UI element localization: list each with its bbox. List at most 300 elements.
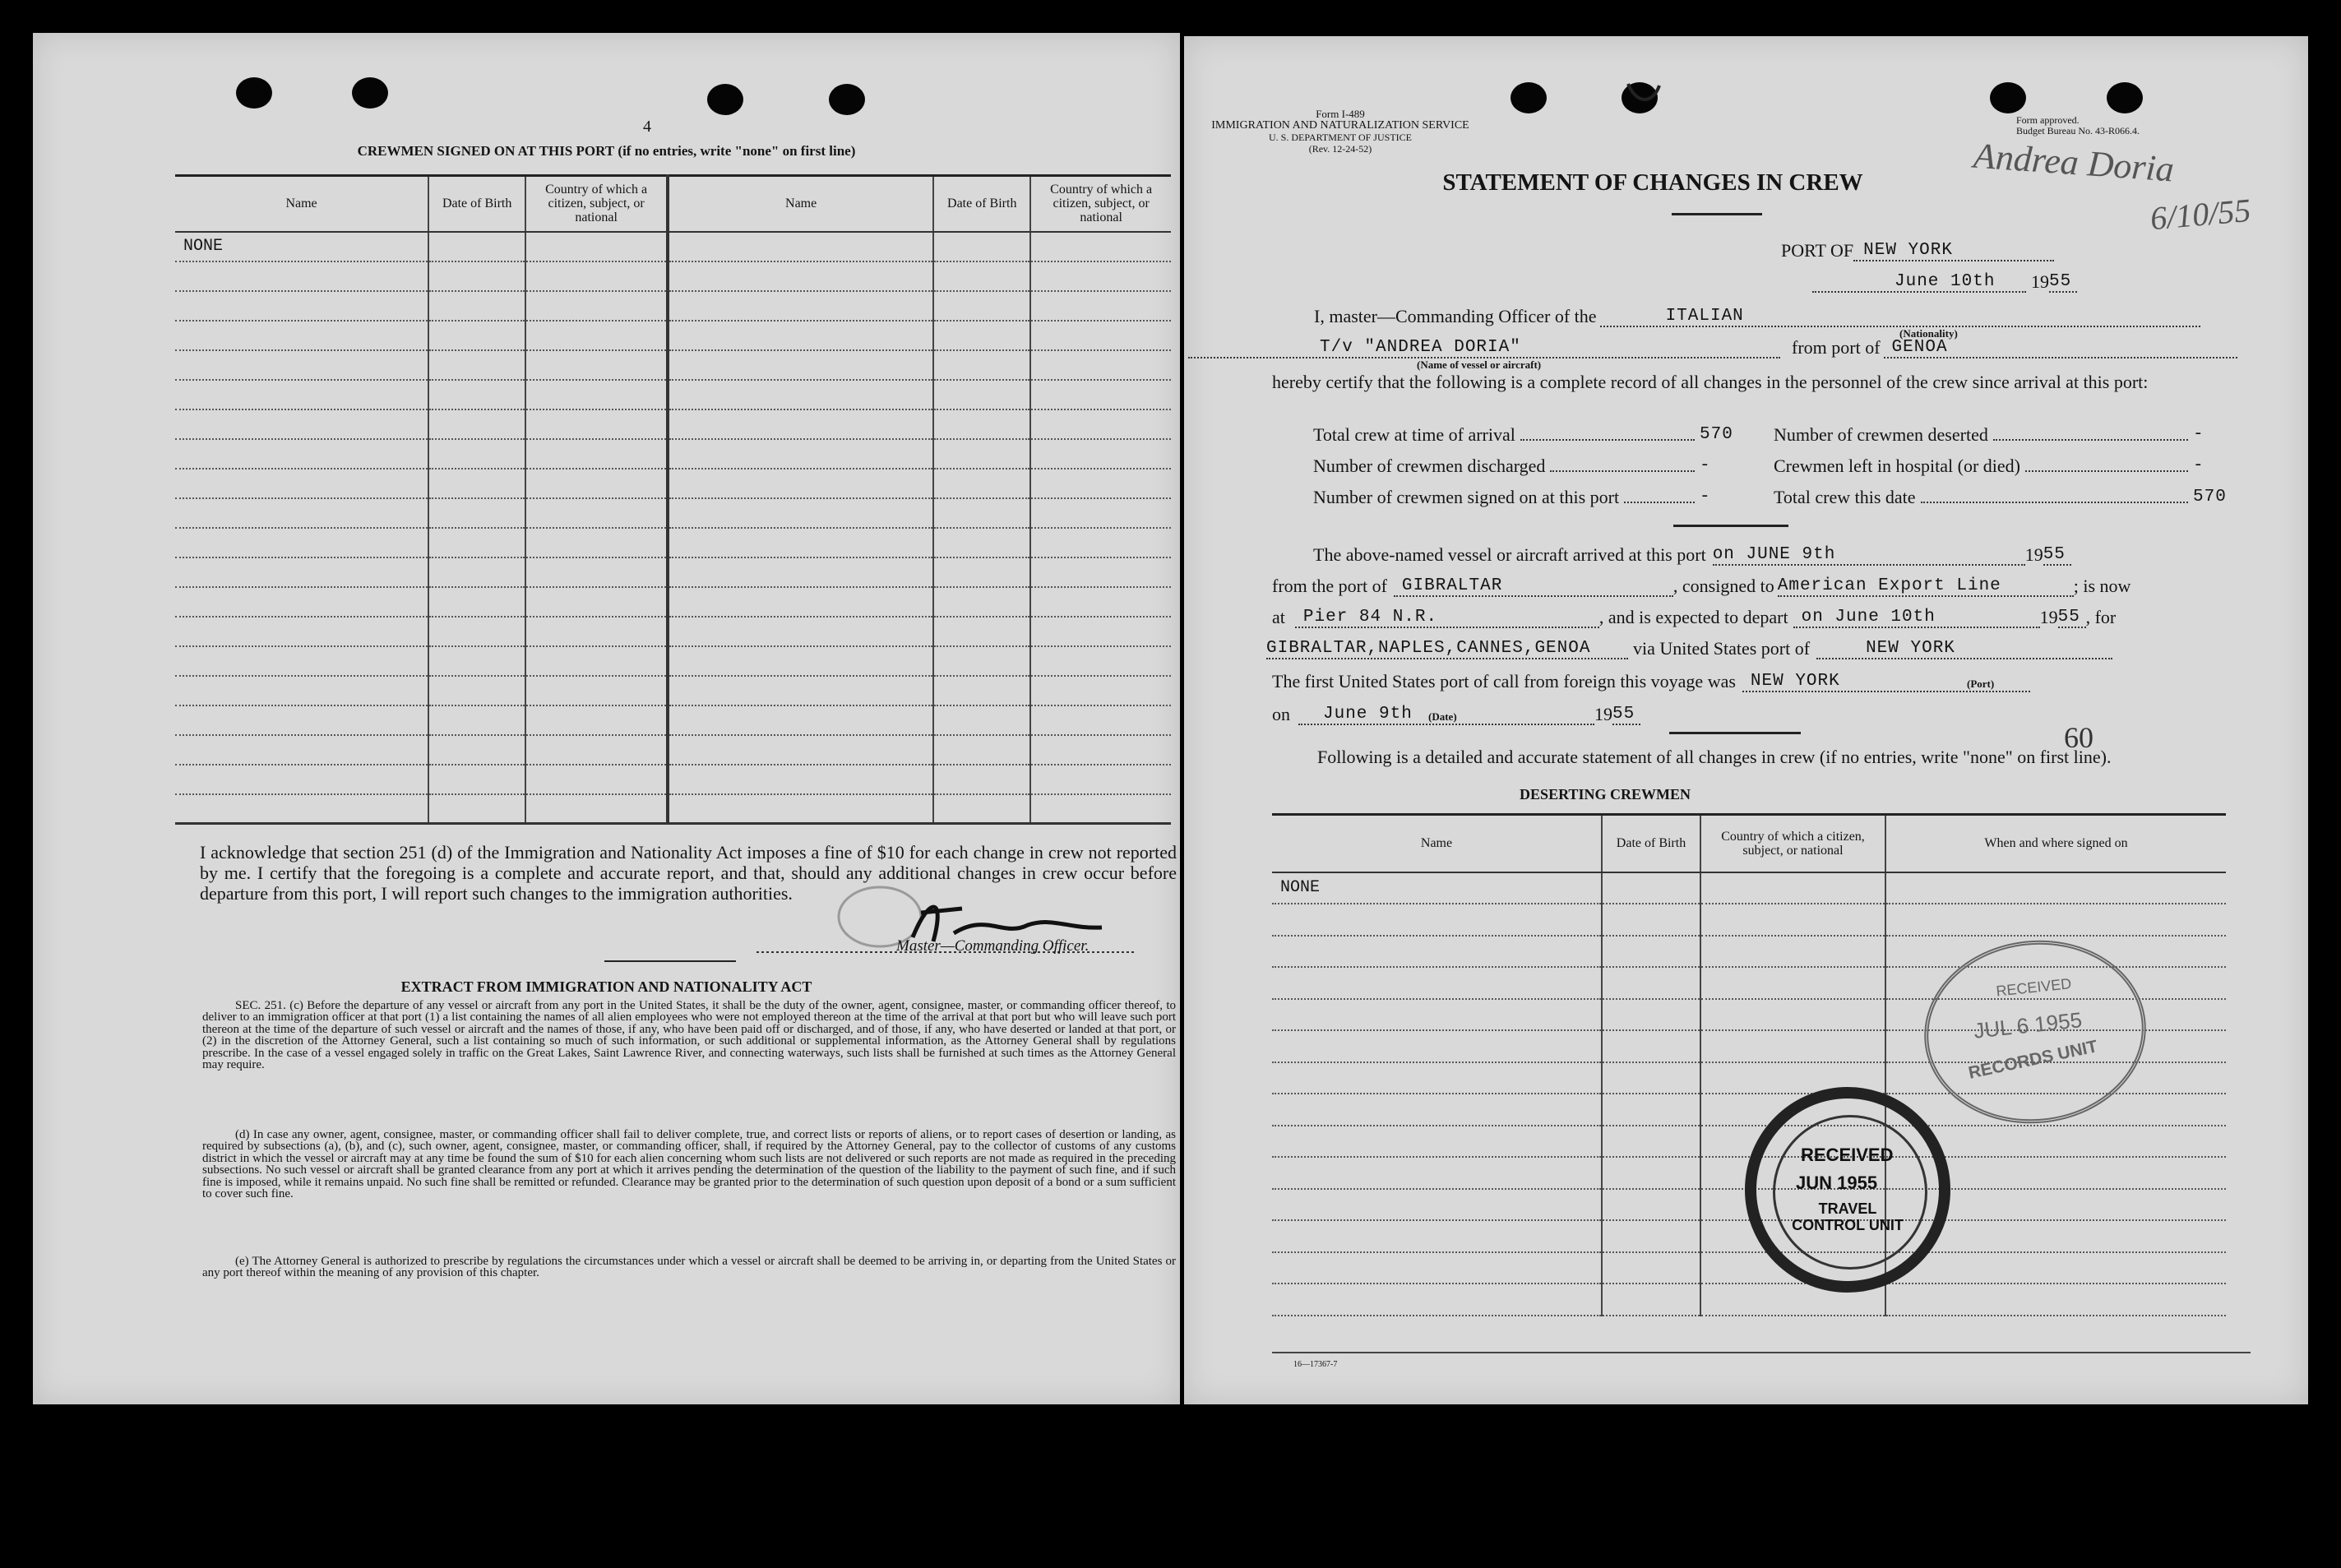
table-cell	[428, 469, 525, 498]
table-cell	[668, 528, 933, 557]
table-cell	[1272, 999, 1602, 1031]
consigned-label: , consigned to	[1672, 576, 1774, 596]
table-cell	[1030, 676, 1171, 705]
stamp-unit: RECORDS UNIT	[1966, 1037, 2099, 1083]
nationality-caption: (Nationality)	[1899, 327, 1958, 340]
table-cell	[175, 321, 428, 350]
table-cell	[428, 321, 525, 350]
table-cell	[175, 528, 428, 557]
table-cell	[668, 676, 933, 705]
table-cell	[1602, 1062, 1700, 1094]
acknowledgement-text: I acknowledge that section 251 (d) of the Immigration and Nationality Act imposes a fine of $10 for each change in crew not reported by me. I certify that the foregoing is a complete and accurate report, and that, should any additional changes in crew occur before departure from this port, I will report such changes to the immigration authorities.	[200, 842, 1177, 904]
table-row	[175, 469, 1171, 498]
deserting-title: DESERTING CREWMEN	[1520, 786, 1691, 803]
column-header: Country of which a citizen, subject, or national	[525, 176, 668, 232]
table-cell	[1272, 1157, 1602, 1189]
section-e-text: (e) The Attorney General is authorized to prescribe by regulations the circumstances under which a vessel or aircraft shall be deemed to be arriving in, or departing from the United States or any port thereof within the meaning of any provision of this chapter.	[202, 1255, 1176, 1280]
table-cell	[428, 439, 525, 469]
table-cell	[1885, 872, 2226, 904]
table-cell	[1272, 1284, 1602, 1316]
table-cell	[1272, 1126, 1602, 1158]
table-cell	[933, 409, 1030, 439]
form-header	[1184, 109, 1497, 155]
table-cell	[175, 261, 428, 291]
punch-hole	[1511, 82, 1547, 113]
arrived-value: on JUNE 9th	[1713, 545, 2025, 566]
table-cell	[668, 587, 933, 617]
port-value: NEW YORK	[1853, 241, 2054, 261]
first-port-row	[1272, 671, 2030, 692]
form-revision: (Rev. 12-24-52)	[1308, 143, 1372, 155]
table-row	[1272, 904, 2226, 936]
stamp-received: RECEIVED	[1995, 975, 2073, 1000]
table-cell	[1030, 380, 1171, 409]
handwritten-number: 60	[2064, 721, 2093, 754]
via-value: NEW YORK	[1816, 639, 2112, 659]
department-name: U. S. DEPARTMENT OF JUSTICE	[1269, 132, 1412, 143]
table-cell	[1602, 1094, 1700, 1126]
stat-label: Total crew this date	[1774, 487, 1916, 507]
at-label: at	[1272, 607, 1285, 627]
stat-label: Number of crewmen discharged	[1313, 456, 1546, 476]
table-cell	[1885, 1252, 2226, 1284]
from-the-port-row	[1272, 576, 2130, 597]
extract-title: EXTRACT FROM IMMIGRATION AND NATIONALITY ACT	[400, 978, 812, 995]
punch-mark	[1620, 76, 1669, 109]
stamp-received: RECEIVED	[1801, 1145, 1894, 1165]
table-cell	[1272, 967, 1602, 999]
depart-value: on June 10th	[1793, 608, 2040, 628]
table-row	[175, 232, 1171, 261]
column-header: Date of Birth	[933, 176, 1030, 232]
table-row	[1272, 1284, 2226, 1316]
column-header: Date of Birth	[428, 176, 525, 232]
year-prefix: 19	[2024, 544, 2043, 565]
table-cell	[525, 617, 668, 646]
table-cell	[933, 350, 1030, 380]
year-prefix: 19	[2031, 271, 2049, 292]
table-cell	[933, 794, 1030, 824]
table-row	[175, 291, 1171, 321]
table-cell	[1885, 904, 2226, 936]
table-cell	[668, 705, 933, 735]
stat-value: -	[1700, 488, 1711, 506]
stamp-date: JUN 1955	[1796, 1173, 1878, 1193]
table-cell	[175, 557, 428, 587]
table-cell	[1030, 705, 1171, 735]
table-row	[1272, 1220, 2226, 1252]
table-row	[175, 350, 1171, 380]
stat-hospital	[1774, 451, 2242, 482]
following-text: Following is a detailed and accurate statement of all changes in crew (if no entries, write "none" on first line).	[1317, 747, 2112, 767]
stat-value: -	[1700, 456, 1711, 475]
table-cell	[1700, 904, 1885, 936]
column-header: Country of which a citizen, subject, or national	[1700, 815, 1885, 872]
column-header: Name	[1272, 815, 1602, 872]
table-cell	[428, 646, 525, 676]
year-prefix: 19	[2039, 607, 2058, 627]
table-cell	[525, 380, 668, 409]
vessel-row	[1188, 337, 2237, 358]
budget-bureau-number: Budget Bureau No. 43-R066.4.	[2016, 125, 2140, 136]
table-cell	[1602, 904, 1700, 936]
table-cell	[525, 498, 668, 528]
table-cell	[1602, 1126, 1700, 1158]
table-cell	[175, 765, 428, 794]
berth-value: Pier 84 N.R.	[1295, 608, 1599, 628]
table-cell	[525, 646, 668, 676]
table-cell	[668, 232, 933, 261]
table-row	[175, 794, 1171, 824]
bottom-rule	[1272, 1352, 2251, 1353]
table-cell	[1272, 1220, 1602, 1252]
handwritten-ship-name: Andrea Doria	[1972, 135, 2176, 190]
table-cell	[933, 291, 1030, 321]
table-cell	[933, 380, 1030, 409]
table-cell	[933, 469, 1030, 498]
signed-on-title: CREWMEN SIGNED ON AT THIS PORT	[357, 143, 615, 159]
table-cell	[428, 617, 525, 646]
table-cell	[525, 528, 668, 557]
table-cell	[668, 557, 933, 587]
table-cell	[428, 794, 525, 824]
destinations-value: GIBRALTAR,NAPLES,CANNES,GENOA	[1266, 639, 1628, 659]
punch-hole	[236, 77, 272, 109]
table-cell	[1602, 1189, 1700, 1221]
table-cell	[933, 676, 1030, 705]
table-cell	[525, 291, 668, 321]
approval-line: Form approved.	[2016, 114, 2080, 126]
table-cell	[1602, 1030, 1700, 1062]
table-cell	[525, 439, 668, 469]
table-cell	[1272, 1189, 1602, 1221]
via-label: via United States port of	[1633, 638, 1811, 659]
report-year: 55	[2049, 272, 2077, 293]
table-cell	[668, 350, 933, 380]
year-prefix: 19	[1594, 704, 1612, 724]
table-row	[175, 321, 1171, 350]
approval-block	[2016, 115, 2140, 136]
table-cell	[933, 765, 1030, 794]
from-the-port-label: from the port of	[1272, 576, 1387, 596]
table-cell	[1030, 498, 1171, 528]
table-cell	[668, 321, 933, 350]
first-port-value: NEW YORK	[1742, 672, 2030, 692]
stamp-date: JUL 6 1955	[1972, 1007, 2084, 1043]
table-cell	[1030, 291, 1171, 321]
arrived-label: The above-named vessel or aircraft arrived at this port	[1313, 544, 1706, 565]
table-cell	[428, 676, 525, 705]
table-cell	[933, 439, 1030, 469]
table-cell	[1030, 617, 1171, 646]
signed-on-heading	[33, 143, 1180, 160]
master-row	[1314, 306, 2200, 327]
table-cell	[1030, 557, 1171, 587]
stat-label: Number of crewmen signed on at this port	[1313, 487, 1620, 507]
punch-hole	[707, 84, 743, 115]
table-cell	[668, 439, 933, 469]
port-of-row	[1781, 240, 2054, 261]
table-cell	[428, 557, 525, 587]
first-entry: NONE	[175, 232, 428, 261]
table-row	[175, 617, 1171, 646]
table-row	[175, 439, 1171, 469]
from-port-value: GENOA	[1884, 338, 2237, 358]
arrived-year: 55	[2043, 545, 2071, 566]
table-cell	[428, 498, 525, 528]
table-row	[175, 646, 1171, 676]
table-row	[1272, 1126, 2226, 1158]
report-date: June 10th	[1812, 272, 2026, 293]
stat-label: Crewmen left in hospital (or died)	[1774, 456, 2020, 476]
table-cell	[933, 232, 1030, 261]
table-cell	[525, 587, 668, 617]
from-port-label: from port of	[1792, 337, 1881, 358]
table-cell	[525, 705, 668, 735]
table-cell	[428, 409, 525, 439]
port-caption: (Port)	[1967, 678, 1995, 690]
for-label: , for	[2085, 607, 2117, 627]
table-cell	[1030, 794, 1171, 824]
section-d-text: (d) In case any owner, agent, consignee, master, or commanding officer shall fail to deliver complete, true, and correct lists or reports of aliens, or to report cases of desertion or landing, as required by subsections (a), (b), and (c), such owner, agent, consignee, master, or commanding officer, shall, if required by the Attorney General, pay to the collector of customs of any customs district in which the vessel or aircraft may at any time be found the sum of $10 for each alien concerning whom such lists are not delivered or such reports are not made as required in the preceding subsections. No such vessel or aircraft shall be granted clearance from any port at which it arrives pending the determination of the question of the liability to the payment of such fine, and if such fine is imposed, while it remains unpaid. No such fine shall be remitted or refunded. Clearance may be granted prior to the determination of such question upon deposit of a bond or a sum sufficient to cover such fine.	[202, 1128, 1176, 1201]
table-cell	[1030, 587, 1171, 617]
left-page	[33, 33, 1180, 1404]
table-cell	[1030, 646, 1171, 676]
table-row	[175, 557, 1171, 587]
table-cell	[525, 765, 668, 794]
table-row	[175, 587, 1171, 617]
stat-total-arrival	[1313, 419, 1774, 451]
signature-caption: Master—Commanding Officer.	[896, 937, 1090, 955]
table-row	[175, 765, 1171, 794]
table-cell	[175, 676, 428, 705]
table-cell	[525, 794, 668, 824]
vessel-caption: (Name of vessel or aircraft)	[1417, 358, 1542, 371]
table-cell	[175, 705, 428, 735]
table-cell	[933, 735, 1030, 765]
port-label: PORT OF	[1781, 240, 1854, 261]
section-c-text: SEC. 251. (c) Before the departure of any vessel or aircraft from any port in the United States, it shall be the duty of the owner, agent, consignee, master, or commanding officer thereof, to deliver to an immigration officer at that port (1) a list containing the names of all alien employees who were not employed thereon at the time of the arrival at that port but who will leave such port thereon at the time of the departure of such vessel or aircraft and the names of those, if any, who have been paid off or discharged, and of those, if any, who have deserted or landed at that port, or (2) in the discretion of the Attorney General, such a list containing so much of such information, or such additional or supplemental information, as the Attorney General shall by regulations prescribe. In the case of a vessel engaged solely in traffic on the Great Lakes, Saint Lawrence River, and connecting waterways, such lists shall be furnished at such times as the Attorney General may require.	[202, 999, 1176, 1072]
table-cell	[1030, 765, 1171, 794]
table-cell	[1030, 261, 1171, 291]
table-cell	[525, 232, 668, 261]
table-cell	[428, 380, 525, 409]
table-cell	[428, 587, 525, 617]
column-header: Name	[668, 176, 933, 232]
table-cell	[933, 557, 1030, 587]
punch-hole	[2107, 82, 2143, 113]
stat-label: Total crew at time of arrival	[1313, 424, 1515, 445]
berth-row	[1272, 607, 2116, 628]
punch-hole	[1990, 82, 2026, 113]
table-cell	[933, 587, 1030, 617]
first-port-label: The first United States port of call from foreign this voyage was	[1272, 671, 1736, 691]
table-cell	[175, 291, 428, 321]
table-cell	[175, 439, 428, 469]
table-cell	[525, 557, 668, 587]
table-cell	[175, 794, 428, 824]
table-cell	[175, 498, 428, 528]
right-page	[1184, 36, 2308, 1404]
stat-total-date	[1774, 482, 2242, 513]
table-cell	[668, 498, 933, 528]
table-cell	[1030, 439, 1171, 469]
table-cell	[525, 321, 668, 350]
table-cell	[428, 528, 525, 557]
stat-discharged	[1313, 451, 1774, 482]
table-cell	[428, 350, 525, 380]
table-cell	[1272, 1094, 1602, 1126]
table-cell	[175, 587, 428, 617]
table-row	[175, 528, 1171, 557]
column-header: Country of which a citizen, subject, or national	[1030, 176, 1171, 232]
table-cell	[668, 469, 933, 498]
table-cell	[1602, 1252, 1700, 1284]
divider	[1669, 732, 1801, 734]
is-now-label: ; is now	[2073, 576, 2131, 596]
stat-deserted	[1774, 419, 2242, 451]
table-cell	[1700, 872, 1885, 904]
travel-control-stamp	[1745, 1087, 1950, 1293]
table-cell	[933, 261, 1030, 291]
table-cell	[428, 705, 525, 735]
table-cell	[933, 617, 1030, 646]
table-cell	[428, 765, 525, 794]
table-cell	[1602, 1220, 1700, 1252]
handwritten-date: 6/10/55	[2149, 191, 2252, 238]
table-cell	[933, 498, 1030, 528]
table-row	[1272, 872, 2226, 904]
arrived-row	[1313, 544, 2071, 566]
master-intro: I, master—Commanding Officer of the	[1314, 306, 1597, 326]
stat-value: 570	[2193, 488, 2227, 506]
table-row	[175, 498, 1171, 528]
table-cell	[1602, 967, 1700, 999]
table-cell	[175, 617, 428, 646]
table-cell	[1700, 967, 1885, 999]
date-caption: (Date)	[1428, 710, 1457, 723]
column-header: When and where signed on	[1885, 815, 2226, 872]
table-cell	[1700, 999, 1885, 1031]
table-row	[175, 261, 1171, 291]
table-cell	[668, 409, 933, 439]
table-cell	[175, 646, 428, 676]
crew-stats	[1313, 419, 2242, 513]
table-cell	[1272, 1252, 1602, 1284]
consignee-value: American Export Line	[1778, 576, 2074, 597]
table-cell	[1030, 232, 1171, 261]
table-cell	[1885, 1284, 2226, 1316]
table-cell	[1700, 936, 1885, 968]
table-cell	[1030, 321, 1171, 350]
table-cell	[175, 350, 428, 380]
table-cell	[525, 469, 668, 498]
stat-label: Number of crewmen deserted	[1774, 424, 1988, 445]
table-cell	[1030, 409, 1171, 439]
table-row	[1272, 1252, 2226, 1284]
table-cell	[428, 735, 525, 765]
stamp-unit: TRAVEL CONTROL UNIT	[1792, 1200, 1904, 1233]
on-label: on	[1272, 704, 1290, 724]
vessel-name: T/v "ANDREA DORIA"	[1188, 338, 1780, 358]
stat-value: -	[2193, 425, 2205, 444]
stat-signed-on	[1313, 482, 1774, 513]
table-cell	[1272, 904, 1602, 936]
table-cell	[1272, 936, 1602, 968]
destination-row	[1266, 638, 2112, 659]
table-row	[175, 705, 1171, 735]
form-title: STATEMENT OF CHANGES IN CREW	[1442, 169, 1863, 196]
column-header: Date of Birth	[1602, 815, 1700, 872]
print-code: 16—17367-7	[1293, 1360, 1338, 1369]
column-header: Name	[175, 176, 428, 232]
table-cell	[668, 291, 933, 321]
table-cell	[1602, 936, 1700, 968]
table-cell	[1700, 1030, 1885, 1062]
table-cell	[933, 705, 1030, 735]
table-cell	[1602, 872, 1700, 904]
table-cell	[668, 735, 933, 765]
table-cell	[1030, 350, 1171, 380]
table-cell	[525, 676, 668, 705]
signed-on-note: (if no entries, write "none" on first line)	[618, 143, 856, 159]
first-entry: NONE	[1272, 872, 1602, 904]
table-row	[175, 676, 1171, 705]
punch-hole	[352, 77, 388, 109]
first-date-value: June 9th	[1298, 705, 1594, 725]
table-cell	[668, 617, 933, 646]
divider	[604, 960, 736, 962]
table-cell	[525, 261, 668, 291]
certify-text: hereby certify that the following is a complete record of all changes in the personnel of the crew since arrival at this port:	[1272, 372, 2149, 392]
agency-name: IMMIGRATION AND NATURALIZATION SERVICE	[1211, 119, 1469, 132]
table-cell	[1272, 1062, 1602, 1094]
table-cell	[175, 409, 428, 439]
table-cell	[525, 409, 668, 439]
table-cell	[1602, 999, 1700, 1031]
punch-hole	[829, 84, 865, 115]
table-cell	[933, 321, 1030, 350]
table-cell	[175, 469, 428, 498]
stat-value: -	[2193, 456, 2205, 475]
table-row	[175, 409, 1171, 439]
table-cell	[668, 794, 933, 824]
table-cell	[428, 261, 525, 291]
table-cell	[525, 735, 668, 765]
form-number: Form I-489	[1316, 108, 1365, 120]
nationality-value: ITALIAN	[1600, 307, 2200, 327]
table-row	[175, 735, 1171, 765]
table-cell	[525, 350, 668, 380]
from-the-port-value: GIBRALTAR	[1394, 576, 1673, 597]
stat-value: 570	[1700, 425, 1733, 444]
table-cell	[175, 735, 428, 765]
table-cell	[668, 646, 933, 676]
page-number: 4	[643, 118, 651, 136]
master-signature	[756, 880, 1151, 978]
table-cell	[175, 380, 428, 409]
divider	[1673, 525, 1788, 527]
divider	[1672, 213, 1762, 215]
table-cell	[428, 232, 525, 261]
table-cell	[1272, 1030, 1602, 1062]
table-cell	[428, 291, 525, 321]
table-cell	[668, 261, 933, 291]
depart-label: , and is expected to depart	[1598, 607, 1788, 627]
first-year: 55	[1612, 705, 1640, 725]
table-cell	[1030, 469, 1171, 498]
table-cell	[668, 380, 933, 409]
